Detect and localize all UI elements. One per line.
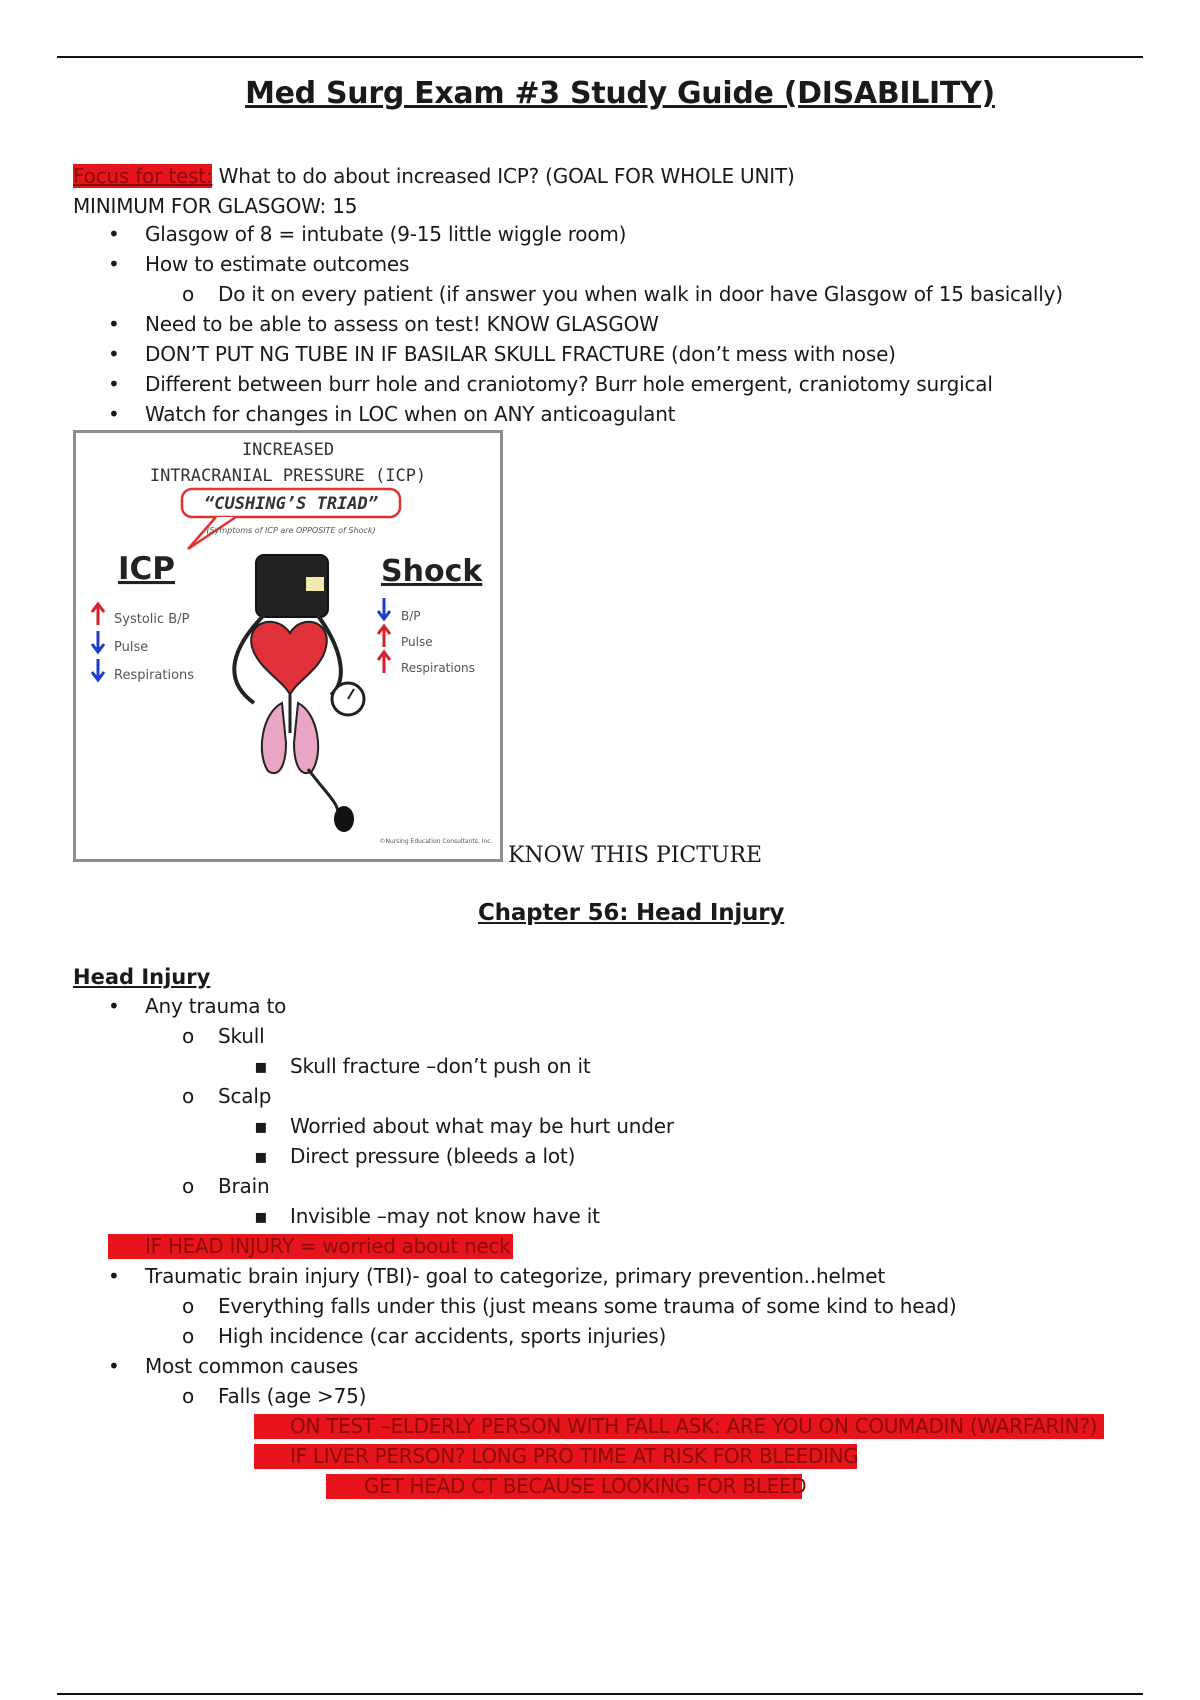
list-item: Brain	[218, 1174, 270, 1198]
bullet-marker	[254, 1113, 268, 1139]
list-item: Traumatic brain injury (TBI)- goal to categorize, primary prevention..helmet	[145, 1264, 885, 1288]
highlighted-text: IF LIVER PERSON? LONG PRO TIME AT RISK FOR BLEEDING	[290, 1444, 859, 1468]
bullet-marker	[182, 1083, 194, 1109]
list-item: How to estimate outcomes	[145, 252, 410, 276]
list-item: Any trauma to	[145, 994, 287, 1018]
list-item: Everything falls under this (just means some trauma of some kind to head)	[218, 1294, 957, 1318]
highlighted-text: IF HEAD INJURY = worried about neck	[145, 1234, 511, 1258]
arrow-up-icon	[92, 604, 104, 625]
list-item: DON’T PUT NG TUBE IN IF BASILAR SKULL FRACTURE (don’t mess with nose)	[145, 342, 896, 366]
figure-header-1: INCREASED	[241, 440, 335, 460]
list-item: Direct pressure (bleeds a lot)	[290, 1144, 576, 1168]
figure-header-2: INTRACRANIAL PRESSURE (ICP)	[149, 466, 427, 486]
highlighted-text: GET HEAD CT BECAUSE LOOKING FOR BLEED	[364, 1474, 807, 1498]
icp-item: Pulse	[114, 640, 149, 655]
bullet-marker	[254, 1053, 268, 1079]
list-item: Skull	[218, 1024, 265, 1048]
section-title: Head Injury	[73, 965, 211, 989]
list-item: Need to be able to assess on test! KNOW GLASGOW	[145, 312, 659, 336]
bottom-rule	[57, 1693, 1143, 1695]
icp-item: Systolic B/P	[114, 612, 190, 627]
chapter-title: Chapter 56: Head Injury	[478, 900, 785, 926]
bullet-marker	[108, 1353, 120, 1379]
shock-item: Respirations	[401, 661, 475, 675]
arrow-up-icon	[378, 626, 390, 647]
page-title: Med Surg Exam #3 Study Guide (DISABILITY)	[245, 76, 995, 111]
bullet-marker	[108, 311, 120, 337]
bullet-marker	[108, 251, 120, 277]
bullet-marker	[182, 1293, 194, 1319]
figure-canvas	[76, 433, 500, 859]
shock-item: B/P	[401, 609, 421, 623]
min-glasgow: MINIMUM FOR GLASGOW: 15	[73, 194, 358, 218]
figure-subtitle: (Symptoms of ICP are OPPOSITE of Shock)	[206, 526, 376, 535]
list-item: Most common causes	[145, 1354, 359, 1378]
cushings-triad-figure	[73, 430, 503, 862]
heart-icon	[251, 622, 327, 695]
bullet-marker	[182, 1383, 194, 1409]
bullet-marker	[182, 1023, 194, 1049]
list-item: Different between burr hole and craniotomy? Burr hole emergent, craniotomy surgical	[145, 372, 993, 396]
bullet-marker	[254, 1203, 268, 1229]
bullet-marker	[108, 1263, 120, 1289]
top-rule	[57, 56, 1143, 58]
highlighted-text: ON TEST –ELDERLY PERSON WITH FALL ASK: ARE YOU ON COUMADIN (WARFARIN?)	[290, 1414, 1098, 1438]
figure-credit: ©Nursing Education Consultants, Inc.	[379, 838, 493, 845]
bullet-marker	[182, 1323, 194, 1349]
bullet-marker	[108, 993, 120, 1019]
bullet-marker	[108, 401, 120, 427]
list-item: Watch for changes in LOC when on ANY anticoagulant	[145, 402, 676, 426]
bullet-marker	[182, 281, 194, 307]
list-item: Falls (age >75)	[218, 1384, 367, 1408]
bullet-marker	[254, 1143, 268, 1169]
highlighted-item	[326, 1474, 807, 1499]
bullet-marker	[108, 221, 120, 247]
list-item: Invisible –may not know have it	[290, 1204, 600, 1228]
arrow-up-icon	[378, 652, 390, 673]
icp-label: ICP	[118, 551, 176, 587]
bullet-marker	[108, 371, 120, 397]
list-item: Scalp	[218, 1084, 272, 1108]
arrow-down-icon	[92, 631, 104, 652]
highlighted-item	[254, 1414, 1104, 1439]
icp-item: Respirations	[114, 668, 195, 683]
list-item: Glasgow of 8 = intubate (9-15 little wiggle room)	[145, 222, 627, 246]
focus-text: What to do about increased ICP? (GOAL FOR WHOLE UNIT)	[212, 164, 795, 188]
highlighted-item	[108, 1234, 513, 1259]
focus-line	[73, 163, 795, 189]
arrow-down-icon	[92, 659, 104, 680]
lungs-icon	[262, 695, 318, 773]
bullet-marker	[108, 341, 120, 367]
highlighted-item	[254, 1444, 857, 1469]
bullet-marker	[182, 1173, 194, 1199]
arrow-down-icon	[378, 598, 390, 619]
shock-item: Pulse	[401, 635, 433, 649]
list-item: Skull fracture –don’t push on it	[290, 1054, 591, 1078]
bubble-text: “CUSHING’S TRIAD”	[204, 494, 378, 514]
list-item: Do it on every patient (if answer you when walk in door have Glasgow of 15 basically)	[218, 282, 1063, 306]
shock-label: Shock	[381, 554, 483, 589]
list-item: High incidence (car accidents, sports injuries)	[218, 1324, 667, 1348]
focus-label: Focus for test:	[73, 164, 213, 188]
know-this-picture: KNOW THIS PICTURE	[508, 843, 763, 868]
list-item: Worried about what may be hurt under	[290, 1114, 674, 1138]
